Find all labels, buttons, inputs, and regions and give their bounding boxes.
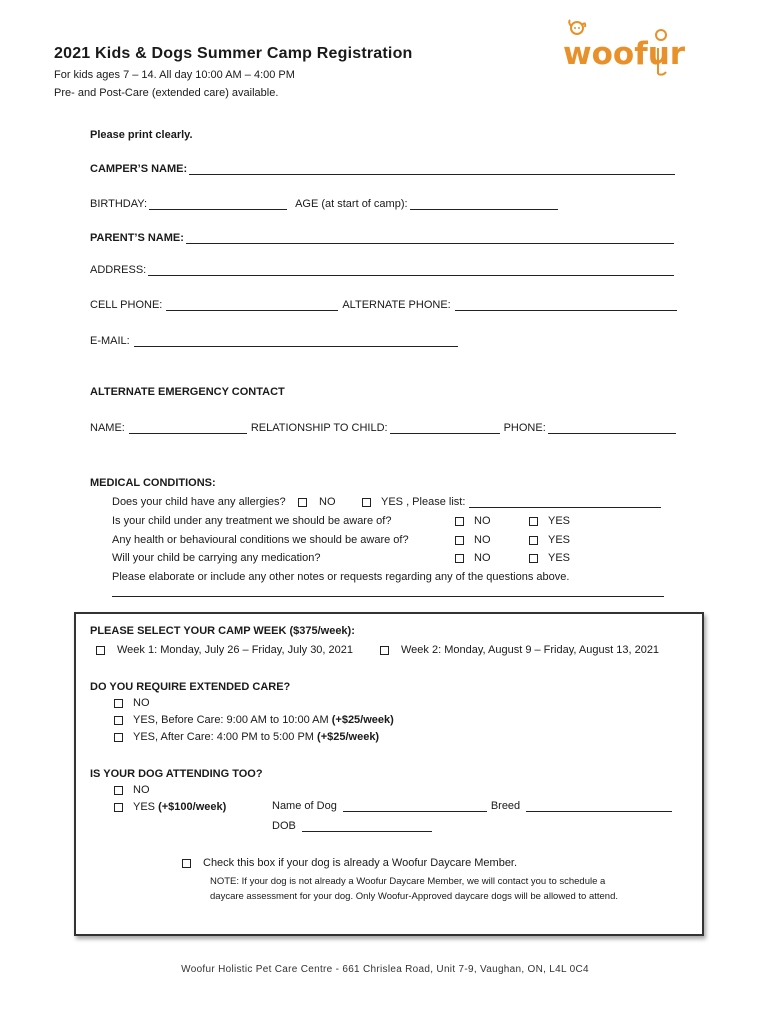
allergies-no-checkbox[interactable]	[298, 498, 307, 507]
age-field[interactable]	[410, 199, 558, 210]
allergies-yes	[362, 496, 663, 508]
emergency-phone-label: PHONE:	[503, 422, 546, 434]
week1-label: Week 1: Monday, July 26 – Friday, July 30, 2021	[117, 644, 354, 656]
subtitle-extended-care: Pre- and Post-Care (extended care) available.	[54, 87, 279, 99]
after-care-checkbox[interactable]	[114, 733, 123, 742]
after-care-option	[114, 731, 379, 743]
medication-yes	[529, 552, 570, 564]
relationship-field[interactable]	[390, 423, 500, 434]
dog-breed-field[interactable]	[526, 801, 672, 812]
medication-no-label: NO	[474, 552, 491, 564]
medication-question: Will your child be carrying any medication?	[112, 552, 321, 564]
dog-dob-row	[272, 820, 434, 832]
daycare-note-line1: NOTE: If your dog is not already a Woofur Daycare Member, we will contact you to schedule a	[210, 876, 606, 887]
daycare-member-checkbox[interactable]	[182, 859, 191, 868]
dog-details-row	[272, 800, 674, 812]
treatment-yes	[529, 515, 570, 527]
medication-no-checkbox[interactable]	[455, 554, 464, 563]
elaborate-instruction: Please elaborate or include any other notes or requests regarding any of the questions above.	[112, 571, 570, 583]
birthday-field[interactable]	[149, 199, 287, 210]
allergies-list-field[interactable]	[469, 497, 661, 508]
form-title: 2021 Kids & Dogs Summer Camp Registration	[54, 45, 413, 62]
allergies-question: Does your child have any allergies?	[112, 496, 286, 508]
emergency-row	[90, 422, 678, 434]
behaviour-yes	[529, 534, 570, 546]
subtitle-ages: For kids ages 7 – 14. All day 10:00 AM – 4:00 PM	[54, 69, 295, 81]
dog-breed-label: Breed	[490, 800, 521, 812]
allergies-yes-checkbox[interactable]	[362, 498, 371, 507]
behaviour-no-label: NO	[474, 534, 491, 546]
allergies-no-label: NO	[319, 496, 336, 508]
relationship-label: RELATIONSHIP TO CHILD:	[250, 422, 388, 434]
birthday-row	[90, 198, 560, 210]
dog-dob-field[interactable]	[302, 821, 432, 832]
after-care-price: (+$25/week)	[317, 731, 380, 743]
logo-wordmark: woofur	[563, 36, 686, 72]
elaborate-field[interactable]	[112, 586, 664, 597]
address-field[interactable]	[148, 265, 674, 276]
emergency-heading: ALTERNATE EMERGENCY CONTACT	[90, 386, 285, 398]
before-care-price: (+$25/week)	[331, 714, 394, 726]
allergies-no	[298, 496, 336, 508]
dog-heading: IS YOUR DOG ATTENDING TOO?	[90, 768, 263, 780]
dog-yes-checkbox[interactable]	[114, 803, 123, 812]
dog-yes-label: YES	[133, 801, 159, 813]
footer-address: Woofur Holistic Pet Care Centre - 661 Chrislea Road, Unit 7-9, Vaughan, ON, L4L 0C4	[181, 964, 589, 975]
allergies-yes-label: YES , Please list:	[381, 496, 466, 508]
behaviour-yes-checkbox[interactable]	[529, 536, 538, 545]
birthday-label: BIRTHDAY:	[90, 198, 148, 210]
parent-name-label: PARENT’S NAME:	[90, 232, 184, 244]
behaviour-question: Any health or behavioural conditions we should be aware of?	[112, 534, 409, 546]
print-instruction: Please print clearly.	[90, 129, 193, 141]
phone-row	[90, 299, 679, 311]
alternate-phone-field[interactable]	[455, 300, 677, 311]
dog-no-label: NO	[133, 784, 150, 796]
woofur-logo	[560, 18, 690, 78]
email-label: E-MAIL:	[90, 335, 130, 347]
camper-name-row	[90, 163, 677, 175]
extended-no-option	[114, 697, 150, 709]
week2-checkbox[interactable]	[380, 646, 389, 655]
daycare-member-option	[182, 857, 517, 869]
week2-label: Week 2: Monday, August 9 – Friday, August 13, 2021	[401, 644, 660, 656]
camper-name-label: CAMPER’S NAME:	[90, 163, 188, 175]
email-field[interactable]	[134, 336, 458, 347]
medical-heading: MEDICAL CONDITIONS:	[90, 477, 216, 489]
after-care-label: YES, After Care: 4:00 PM to 5:00 PM	[133, 731, 318, 743]
dog-name-label: Name of Dog	[272, 800, 337, 812]
parent-name-field[interactable]	[186, 233, 674, 244]
treatment-no-checkbox[interactable]	[455, 517, 464, 526]
camp-week-heading: PLEASE SELECT YOUR CAMP WEEK ($375/week):	[90, 625, 355, 637]
extended-no-label: NO	[133, 697, 150, 709]
address-row	[90, 264, 676, 276]
extended-no-checkbox[interactable]	[114, 699, 123, 708]
email-row	[90, 335, 460, 347]
dog-yes-option	[114, 801, 226, 813]
medication-yes-label: YES	[548, 552, 571, 564]
week1-checkbox[interactable]	[96, 646, 105, 655]
age-label: AGE (at start of camp):	[295, 198, 408, 210]
before-care-label: YES, Before Care: 9:00 AM to 10:00 AM	[133, 714, 332, 726]
treatment-no-label: NO	[474, 515, 491, 527]
daycare-member-label: Check this box if your dog is already a Woofur Daycare Member.	[203, 857, 518, 869]
week2-option	[380, 644, 659, 656]
treatment-yes-checkbox[interactable]	[529, 517, 538, 526]
extended-care-heading: DO YOU REQUIRE EXTENDED CARE?	[90, 681, 291, 693]
daycare-note-line2: daycare assessment for your dog. Only Woofur-Approved daycare dogs will be allowed to attend.	[210, 891, 619, 902]
dog-no-checkbox[interactable]	[114, 786, 123, 795]
behaviour-no	[455, 534, 491, 546]
address-label: ADDRESS:	[90, 264, 147, 276]
cell-phone-label: CELL PHONE:	[90, 299, 163, 311]
alternate-phone-label: ALTERNATE PHONE:	[342, 299, 451, 311]
medication-yes-checkbox[interactable]	[529, 554, 538, 563]
before-care-checkbox[interactable]	[114, 716, 123, 725]
dog-name-field[interactable]	[343, 801, 487, 812]
behaviour-no-checkbox[interactable]	[455, 536, 464, 545]
camper-name-field[interactable]	[189, 164, 675, 175]
treatment-question: Is your child under any treatment we should be aware of?	[112, 515, 392, 527]
parent-name-row	[90, 232, 676, 244]
week1-option	[96, 644, 353, 656]
dog-yes-price: (+$100/week)	[158, 801, 227, 813]
emergency-name-label: NAME:	[90, 422, 125, 434]
treatment-no	[455, 515, 491, 527]
dog-dob-label: DOB	[272, 820, 296, 832]
treatment-yes-label: YES	[548, 515, 571, 527]
before-care-option	[114, 714, 394, 726]
dog-no-option	[114, 784, 150, 796]
emergency-name-field[interactable]	[129, 423, 247, 434]
behaviour-yes-label: YES	[548, 534, 571, 546]
emergency-phone-field[interactable]	[548, 423, 676, 434]
cell-phone-field[interactable]	[166, 300, 338, 311]
medication-no	[455, 552, 491, 564]
dog-logo-icon	[560, 18, 690, 78]
